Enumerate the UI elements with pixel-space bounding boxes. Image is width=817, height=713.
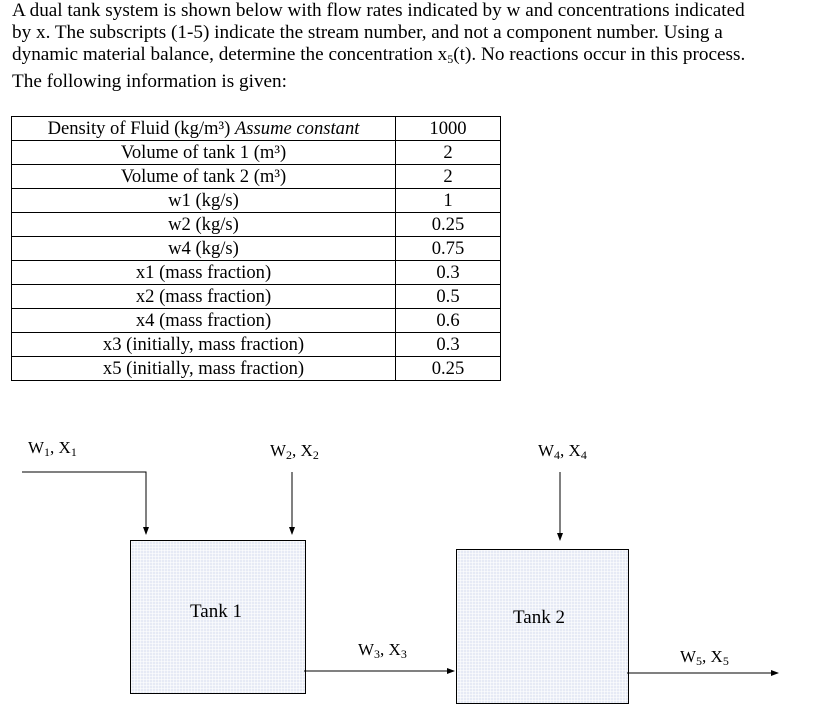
table-row: Density of Fluid (kg/m³) Assume constant 1000 [12, 117, 501, 141]
stream-3-label: $W_3$, $X_3$ [358, 640, 407, 661]
problem-line-2: by x. The subscripts (1-5) indicate the stream number, and not a component number. Using a [12, 22, 723, 44]
problem-line-3: dynamic material balance, determine the concentration $x_5(t)$. No reactions occur in this process. [12, 44, 746, 67]
problem-line-1: A dual tank system is shown below with flow rates indicated by w and concentrations indicated [12, 0, 745, 21]
table-row: Volume of tank 1 (m³) 2 [12, 141, 501, 165]
stream-5-label: $W_5$, $X_5$ [680, 647, 729, 668]
stream-2-label: $W_2$, $X_2$ [270, 441, 319, 462]
table-row: x2 (mass fraction) 0.5 [12, 285, 501, 309]
table-row: x3 (initially, mass fraction) 0.3 [12, 333, 501, 357]
tank-2-label: Tank 2 [513, 607, 565, 628]
table-row: w1 (kg/s) 1 [12, 189, 501, 213]
stream-4-label: $W_4$, $X_4$ [538, 441, 587, 462]
table-row: Volume of tank 2 (m³) 2 [12, 165, 501, 189]
table-row: x1 (mass fraction) 0.3 [12, 261, 501, 285]
table-row: x5 (initially, mass fraction) 0.25 [12, 357, 501, 381]
stream-1-label: $W_1$, $X_1$ [28, 438, 77, 459]
table-row: w2 (kg/s) 0.25 [12, 213, 501, 237]
tank-1-label: Tank 1 [190, 601, 242, 622]
table-row: w4 (kg/s) 0.75 [12, 237, 501, 261]
stream-1-line [22, 472, 146, 534]
problem-line-4: The following information is given: [12, 70, 287, 92]
table-row: x4 (mass fraction) 0.6 [12, 309, 501, 333]
